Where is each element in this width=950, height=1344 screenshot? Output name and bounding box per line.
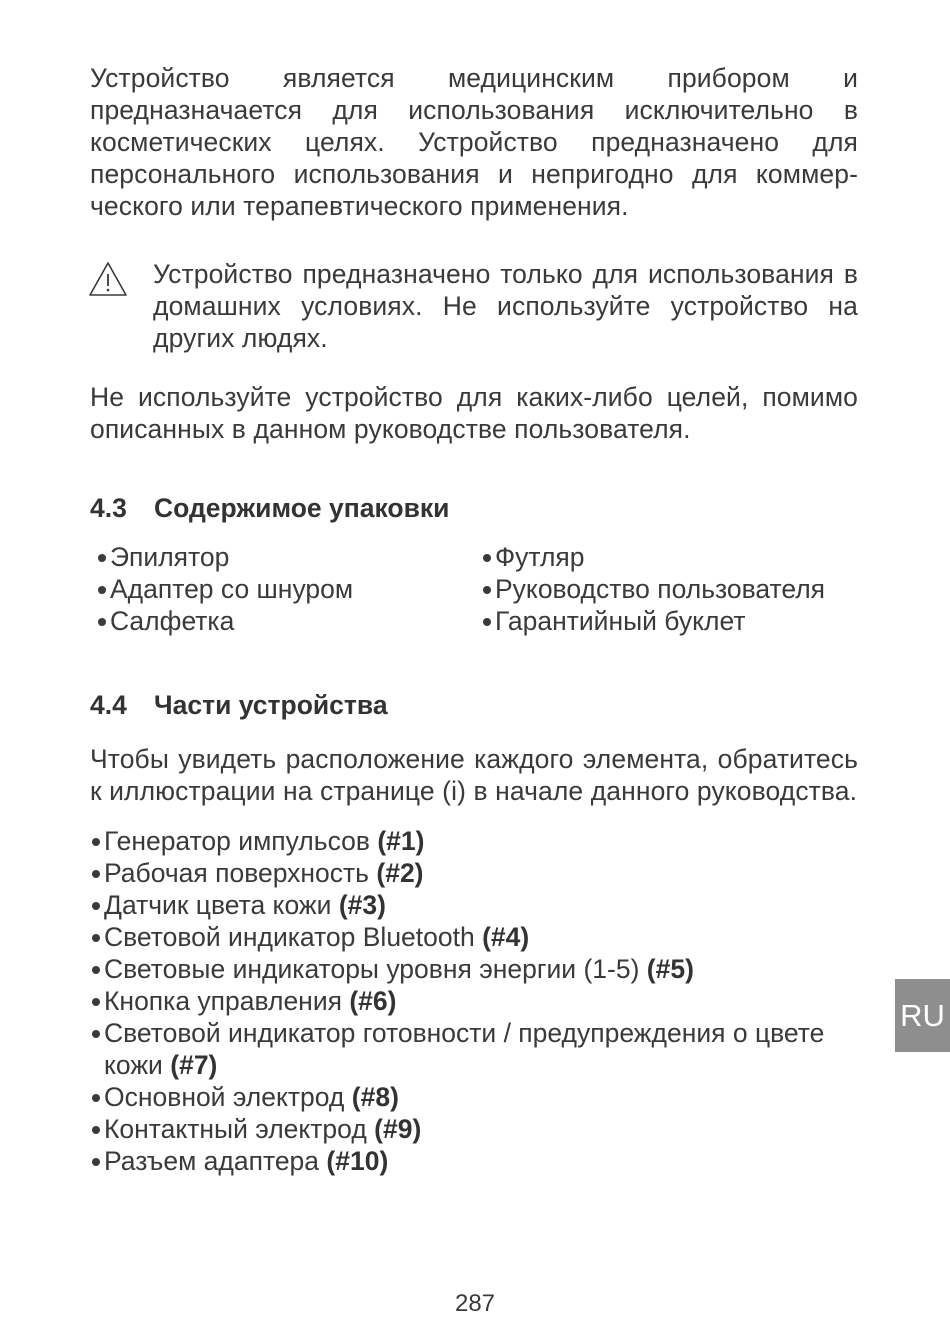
list-item (86, 921, 826, 953)
part-code: (#8) (351, 1082, 399, 1112)
part-name: Генератор импульсов (104, 826, 370, 856)
list-item (86, 1017, 826, 1081)
section-number: 4.3 (90, 493, 127, 523)
list-item (86, 857, 826, 889)
part-code: (#9) (374, 1114, 422, 1144)
list-item: Салфетка (92, 605, 353, 637)
part-name: Рабочая поверхность (104, 858, 369, 888)
part-name: Контактный электрод (104, 1114, 367, 1144)
warning-text: Устройство предназначено только для использования в домашних условиях. Не используйте устройство на других людях. (153, 259, 858, 353)
part-name: Датчик цвета кожи (104, 890, 332, 920)
list-item (86, 825, 826, 857)
intro-paragraph: Устройство является медицинским прибором и предназначается для использования исключительно в косметических целях. Устройство предназначено для персонального использования и непригодно для коммер-ческого или терапевтического применения. (90, 63, 858, 221)
list-item: Адаптер со шнуром (92, 573, 353, 605)
list-item (86, 1113, 826, 1145)
usage-paragraph: Не используйте устройство для каких-либо целей, помимо описанных в данном руководстве пользователя. (90, 382, 858, 444)
warning-triangle-icon (88, 260, 128, 298)
package-contents-right (477, 541, 825, 637)
section-4-3-heading (90, 492, 449, 524)
part-code: (#7) (170, 1050, 218, 1080)
device-parts-list (86, 825, 826, 1177)
list-item (86, 1145, 826, 1177)
part-name: Кнопка управления (104, 986, 342, 1016)
section-title: Содержимое упаковки (154, 493, 450, 523)
list-item: Руководство пользователя (477, 573, 825, 605)
list-item (86, 953, 826, 985)
part-name: Основной электрод (104, 1082, 345, 1112)
part-name: Световой индикатор Bluetooth (104, 922, 475, 952)
language-tab: RU (895, 979, 950, 1052)
list-item: Эпилятор (92, 541, 353, 573)
part-code: (#10) (326, 1146, 389, 1176)
part-code: (#3) (338, 890, 386, 920)
section-title: Части устройства (154, 690, 388, 720)
list-item (86, 1081, 826, 1113)
part-code: (#2) (376, 858, 424, 888)
section-4-4-heading (90, 689, 388, 721)
list-item: Гарантийный буклет (477, 605, 825, 637)
part-name: Световой индикатор готовности / предупреждения о цвете кожи (104, 1018, 825, 1080)
part-code: (#4) (482, 922, 530, 952)
list-item (86, 985, 826, 1017)
part-code: (#1) (377, 826, 425, 856)
page-number: 287 (454, 1290, 496, 1317)
list-item (86, 889, 826, 921)
section-number: 4.4 (90, 690, 127, 720)
part-name: Световые индикаторы уровня энергии (1-5) (104, 954, 640, 984)
parts-intro: Чтобы увидеть расположение каждого элемента, обратитесь к иллюстрации на странице (i) в начале данного руководства. (90, 744, 858, 806)
list-item: Футляр (477, 541, 825, 573)
package-contents-left (92, 541, 353, 637)
part-code: (#5) (646, 954, 694, 984)
part-code: (#6) (349, 986, 397, 1016)
part-name: Разъем адаптера (104, 1146, 320, 1176)
